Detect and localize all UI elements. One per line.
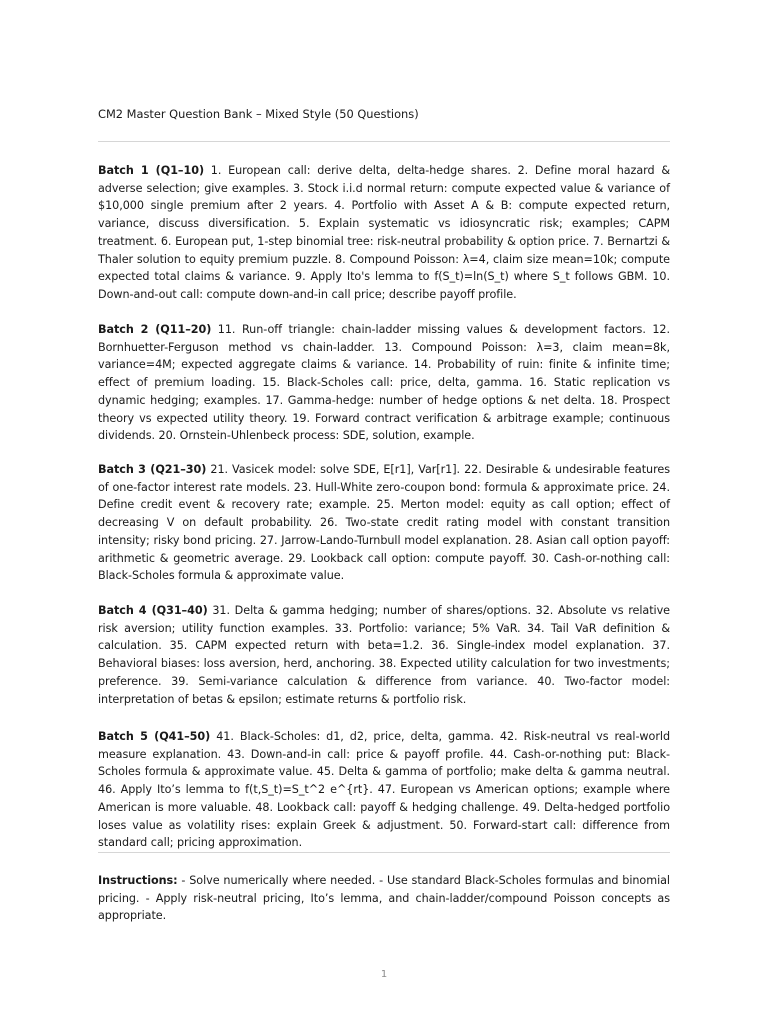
batch-3-heading: Batch 3 (Q21–30) xyxy=(98,463,207,476)
page-number: 1 xyxy=(380,969,388,980)
batch-5-text: 41. Black-Scholes: d1, d2, price, delta, gamma. 42. Risk-neutral vs real-world measure explanation. 43. Down-and-in call: price & payoff profile. 44. Cash-or-nothing put: Black-Scholes formula & approximate value. 45. Delta & gamma of portfolio; make delta & gamma neutral. 46. Apply Ito’s lemma to f(t,S_t)=S_t^2 e^{rt}. 47. European vs American options; example where American is more valuable. 48. Lookback call: payoff & hedging challenge. 49. Delta-hedged portfolio loses value as volatility rises: explain Greek & adjustment. 50. Forward-start call: difference from standard call; pricing approximation. xyxy=(98,730,670,850)
batch-4-heading: Batch 4 (Q31–40) xyxy=(98,604,208,617)
batch-1-text: 1. European call: derive delta, delta-hedge shares. 2. Define moral hazard & adverse selection; give examples. 3. Stock i.i.d normal return: compute expected value & variance of $10,000 single premium after 2 years. 4. Portfolio with Asset A & B: compute expected return, variance, discuss diversification. 5. Explain systematic vs idiosyncratic risk; examples; CAPM treatment. 6. European put, 1-step binomial tree: risk-neutral probability & option price. 7. Bernartzi & Thaler solution to equity premium puzzle. 8. Compound Poisson: λ=4, claim size mean=10k; compute expected total claims & variance. 9. Apply Ito's lemma to f(S_t)=ln(S_t) where S_t follows GBM. 10. Down-and-out call: compute down-and-in call price; describe payoff profile. xyxy=(98,164,670,301)
batch-4-text: 31. Delta & gamma hedging; number of shares/options. 32. Absolute vs relative risk aversion; utility function examples. 33. Portfolio: variance; 5% VaR. 34. Tail VaR definition & calculation. 35. CAPM expected return with beta=1.2. 36. Single-index model explanation. 37. Behavioral biases: loss aversion, herd, anchoring. 38. Expected utility calculation for two investments; preference. 39. Semi-variance calculation & difference from variance. 40. Two-factor model: interpretation of betas & epsilon; estimate returns & portfolio risk. xyxy=(98,604,671,706)
instructions-heading: Instructions: xyxy=(98,874,178,887)
batch-2-heading: Batch 2 (Q11–20) xyxy=(98,323,212,336)
instructions-paragraph xyxy=(98,872,670,925)
top-divider xyxy=(98,141,670,142)
batch-2-text: 11. Run-off triangle: chain-ladder missing values & development factors. 12. Bornhuetter-Ferguson method vs chain-ladder. 13. Compound Poisson: λ=3, claim mean=8k, variance=4M; expected aggregate claims & variance. 14. Probability of ruin: finite & infinite time; effect of premium loading. 15. Black-Scholes call: price, delta, gamma. 16. Static replication vs dynamic hedging; examples. 17. Gamma-hedge: number of hedge options & net delta. 18. Prospect theory vs expected utility theory. 19. Forward contract verification & arbitrage example; continuous dividends. 20. Ornstein-Uhlenbeck process: SDE, solution, example. xyxy=(98,323,670,443)
instructions-text: - Solve numerically where needed. - Use standard Black-Scholes formulas and binomial pricing. - Apply risk-neutral pricing, Ito’s lemma, and chain-ladder/compound Poisson concepts as appropriate. xyxy=(98,874,670,923)
batch-1-heading: Batch 1 (Q1–10) xyxy=(98,164,205,177)
batch-3-paragraph xyxy=(98,461,670,585)
bottom-divider xyxy=(98,852,670,853)
document-page xyxy=(98,0,670,1024)
document-title: CM2 Master Question Bank – Mixed Style (50 Questions) xyxy=(98,107,419,121)
batch-5-heading: Batch 5 (Q41–50) xyxy=(98,730,211,743)
batch-2-paragraph xyxy=(98,321,670,445)
batch-1-paragraph xyxy=(98,162,670,304)
batch-4-paragraph xyxy=(98,602,670,708)
batch-3-text: 21. Vasicek model: solve SDE, E[r1], Var[r1]. 22. Desirable & undesirable features of one-factor interest rate models. 23. Hull-White zero-coupon bond: formula & approximate price. 24. Define credit event & recovery rate; example. 25. Merton model: equity as call option; effect of decreasing V on default probability. 26. Two-state credit rating model with constant transition intensity; risky bond pricing. 27. Jarrow-Lando-Turnbull model explanation. 28. Asian call option payoff: arithmetic & geometric average. 29. Lookback call option: compute payoff. 30. Cash-or-nothing call: Black-Scholes formula & approximate value. xyxy=(98,463,671,583)
batch-5-paragraph xyxy=(98,728,670,852)
